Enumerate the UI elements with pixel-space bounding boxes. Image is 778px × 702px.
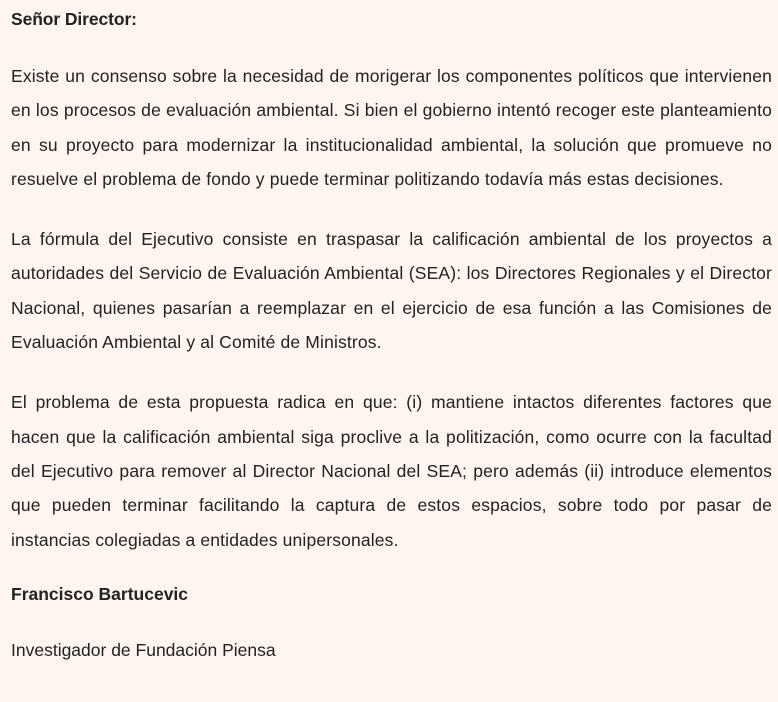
paragraph-2: La fórmula del Ejecutivo consiste en traspasar la calificación ambiental de los proyectos a autoridades del Servicio de Evaluación Ambiental (SEA): los Directores Regionales y el Director Nacional, quienes pasarían a reemplazar en el ejercicio de esa función a las Comisiones de Evaluación Ambiental y al Comité de Ministros.	[11, 229, 772, 353]
author-role: Investigador de Fundación Piensa	[11, 639, 276, 660]
paragraph-3: El problema de esta propuesta radica en que: (i) mantiene intactos diferentes factores que hacen que la calificación ambiental siga proclive a la politización, como ocurre con la facultad del Ejecutivo para remover al Director Nacional del SEA; pero además (ii) introduce elementos que pueden terminar facilitando la captura de estos espacios, sobre todo por pasar de instancias colegiadas a entidades unipersonales.	[11, 392, 772, 550]
paragraph-1: Existe un consenso sobre la necesidad de morigerar los componentes políticos que intervienen en los procesos de evaluación ambiental. Si bien el gobierno intentó recoger este planteamiento en su proyecto para modernizar la institucionalidad ambiental, la solución que promueve no resuelve el problema de fondo y puede terminar politizando todavía más estas decisiones.	[11, 66, 772, 189]
salutation: Señor Director:	[11, 9, 137, 29]
author-name: Francisco Bartucevic	[11, 583, 189, 604]
